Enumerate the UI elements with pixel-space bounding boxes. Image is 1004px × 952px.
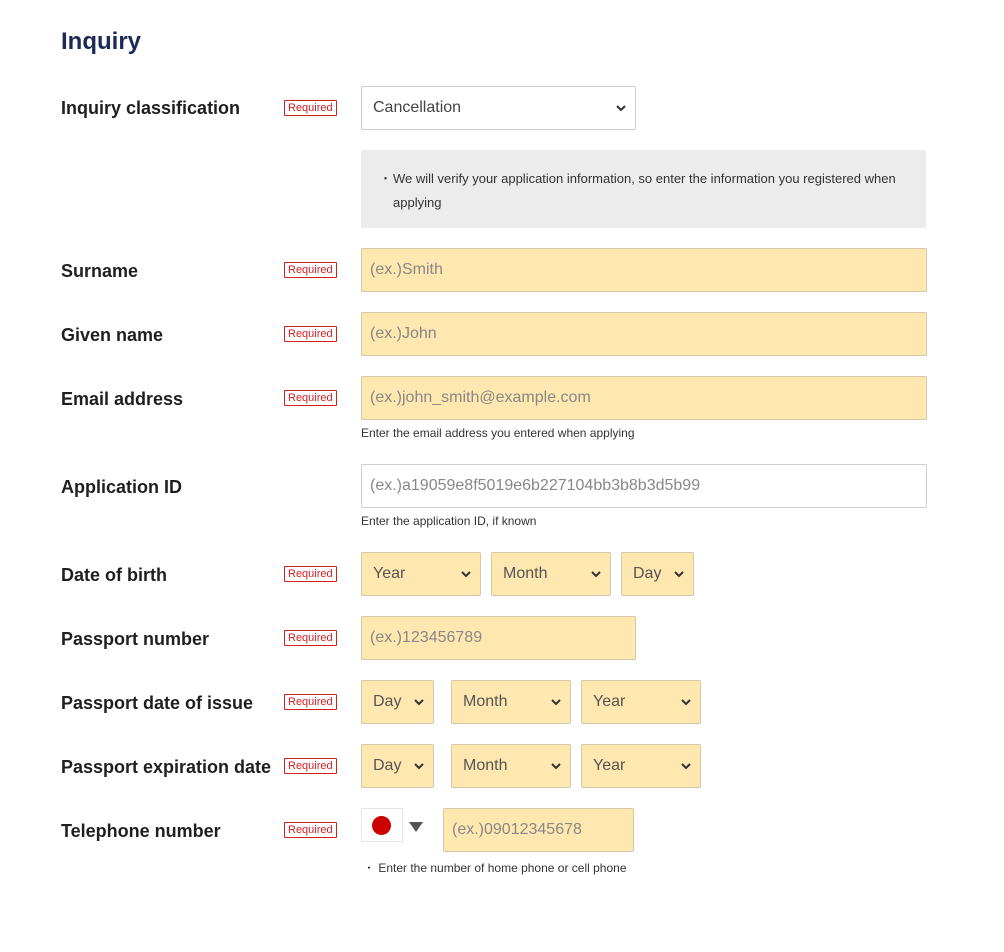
birth-day-value: Day xyxy=(633,565,662,582)
birth-year-value: Year xyxy=(373,565,406,582)
issue-day-select[interactable] xyxy=(361,680,434,724)
chevron-down-icon xyxy=(680,696,692,708)
application-id-label: Application ID xyxy=(61,477,182,497)
required-badge: Required xyxy=(284,566,337,582)
issue-year-select[interactable] xyxy=(581,680,701,724)
issue-day-value: Day xyxy=(373,693,402,710)
expiration-year-select[interactable] xyxy=(581,744,701,788)
chevron-down-icon xyxy=(590,568,602,580)
telephone-label: Telephone number xyxy=(61,821,221,841)
passport-number-label: Passport number xyxy=(61,629,210,649)
japan-flag-icon xyxy=(372,816,391,835)
required-badge: Required xyxy=(284,758,337,774)
required-badge: Required xyxy=(284,326,337,342)
given-name-placeholder: (ex.)John xyxy=(370,325,437,342)
issue-year-value: Year xyxy=(593,693,626,710)
issue-month-value: Month xyxy=(463,693,508,710)
caret-down-icon[interactable] xyxy=(409,822,423,832)
email-label: Email address xyxy=(61,389,184,409)
required-badge: Required xyxy=(284,822,337,838)
surname-input[interactable] xyxy=(361,248,927,292)
required-badge: Required xyxy=(284,262,337,278)
passport-expiration-label: Passport expiration date xyxy=(61,757,272,777)
birth-month-select[interactable] xyxy=(491,552,611,596)
telephone-placeholder: (ex.)09012345678 xyxy=(452,821,582,838)
verification-note-text: We will verify your application information, so enter the information you registered when applying xyxy=(393,171,896,210)
chevron-down-icon xyxy=(550,696,562,708)
chevron-down-icon xyxy=(413,696,425,708)
passport-number-input[interactable] xyxy=(361,616,636,660)
application-id-hint: Enter the application ID, if known xyxy=(361,514,537,528)
required-badge: Required xyxy=(284,100,337,116)
birth-year-select[interactable] xyxy=(361,552,481,596)
birth-month-value: Month xyxy=(503,565,548,582)
application-id-placeholder: (ex.)a19059e8f5019e6b227104bb3b8b3d5b99 xyxy=(370,477,701,494)
email-hint: Enter the email address you entered when applying xyxy=(361,426,635,440)
expiration-day-value: Day xyxy=(373,757,402,774)
given-name-input[interactable] xyxy=(361,312,927,356)
expiration-month-value: Month xyxy=(463,757,508,774)
birth-day-select[interactable] xyxy=(621,552,694,596)
chevron-down-icon xyxy=(673,568,685,580)
email-input[interactable] xyxy=(361,376,927,420)
chevron-down-icon xyxy=(460,568,472,580)
chevron-down-icon xyxy=(680,760,692,772)
passport-number-placeholder: (ex.)123456789 xyxy=(370,629,483,646)
given-name-label: Given name xyxy=(61,325,164,345)
email-placeholder: (ex.)john_smith@example.com xyxy=(370,389,591,406)
inquiry-classification-select[interactable] xyxy=(361,86,636,130)
surname-placeholder: (ex.)Smith xyxy=(370,261,443,278)
issue-month-select[interactable] xyxy=(451,680,571,724)
inquiry-classification-label: Inquiry classification xyxy=(61,98,241,118)
inquiry-classification-value: Cancellation xyxy=(373,99,462,116)
note-bullet: ・ xyxy=(379,171,393,186)
required-badge: Required xyxy=(284,694,337,710)
country-code-selector[interactable] xyxy=(361,808,403,842)
verification-note xyxy=(361,150,926,228)
chevron-down-icon xyxy=(413,760,425,772)
expiration-day-select[interactable] xyxy=(361,744,434,788)
expiration-year-value: Year xyxy=(593,757,626,774)
application-id-input[interactable] xyxy=(361,464,927,508)
passport-issue-label: Passport date of issue xyxy=(61,693,254,713)
chevron-down-icon xyxy=(550,760,562,772)
date-of-birth-label: Date of birth xyxy=(61,565,167,585)
required-badge: Required xyxy=(284,630,337,646)
telephone-hint: ・ Enter the number of home phone or cell phone xyxy=(363,861,627,875)
telephone-input[interactable] xyxy=(443,808,634,852)
surname-label: Surname xyxy=(61,261,139,281)
required-badge: Required xyxy=(284,390,337,406)
chevron-down-icon xyxy=(615,102,627,114)
page-title: Inquiry xyxy=(61,28,142,55)
expiration-month-select[interactable] xyxy=(451,744,571,788)
